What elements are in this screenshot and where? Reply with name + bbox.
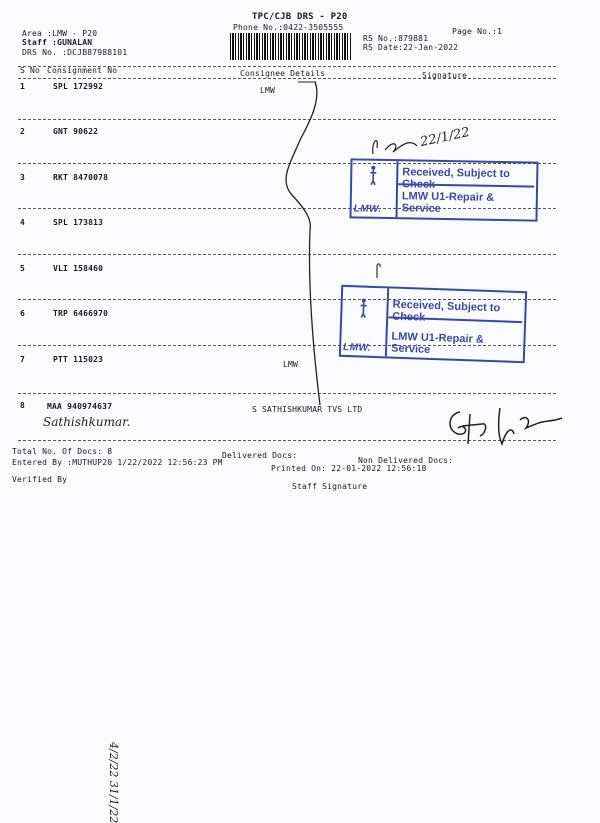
divider [18, 78, 556, 79]
barcode [230, 33, 352, 60]
entered-by: Entered By :MUTHUP20 1/22/2022 12:56:23 PM [12, 458, 223, 467]
handwritten-initials-mark [365, 128, 425, 160]
stamp-figure-icon [358, 297, 369, 319]
column-consignment: Consignment No [47, 66, 118, 75]
printed-on: Printed On: 22-01-2022 12:56:18 [271, 464, 427, 473]
total-docs: Total No. Of Docs: 8 [12, 447, 113, 456]
stamp-logo [352, 160, 399, 217]
row-consignment: SPL 172992 [53, 82, 104, 91]
row-sno: 8 [20, 401, 26, 410]
rs-number: RS No.:879881 [363, 34, 429, 43]
handwritten-date: 22/1/22 [418, 124, 472, 151]
column-consignee: Consignee Details [240, 69, 326, 78]
row-consignment: PTT 115023 [53, 355, 104, 364]
stamp-logo [341, 287, 389, 357]
handwritten-tick-mark [370, 262, 384, 280]
row-sno: 6 [20, 309, 26, 318]
row-sno: 2 [20, 127, 26, 136]
column-signature: Signature [422, 71, 468, 80]
row-consignee: LMW [283, 360, 299, 369]
non-delivered-docs: Non Delivered Docs: [358, 456, 454, 465]
received-stamp [349, 158, 538, 221]
handwritten-bracket-line [270, 80, 330, 415]
row-sno: 4 [20, 218, 26, 227]
column-sno: S No [20, 66, 41, 75]
row-sno: 3 [20, 173, 26, 182]
row-consignee: S SATHISHKUMAR TVS LTD [252, 405, 363, 414]
stamp-line-department: LMW U1-Repair & Service [401, 190, 495, 215]
row-consignment: TRP 6466970 [53, 309, 109, 318]
handwritten-signature [440, 400, 570, 455]
stamp-logo-text: LMW. [353, 203, 382, 215]
handwritten-bottom-dates: 4/2/22 31/1/22 [107, 742, 120, 823]
staff-label: Staff :GUNALAN [22, 38, 93, 47]
row-consignment: MAA 940974637 [47, 402, 113, 411]
row-sno: 1 [20, 82, 26, 91]
handwritten-recipient-name: Sathishkumar. [43, 415, 131, 429]
staff-signature-label: Staff Signature [292, 482, 368, 491]
row-consignment: GNT 90622 [53, 127, 99, 136]
row-sno: 7 [20, 355, 26, 364]
row-consignment: RKT 8470078 [53, 173, 109, 182]
stamp-logo-text: LMW. [342, 341, 372, 354]
stamp-figure-icon [368, 165, 378, 187]
row-consignee: LMW [260, 86, 276, 95]
row-consignment: SPL 173813 [53, 218, 104, 227]
delivered-docs: Delivered Docs: [222, 451, 298, 460]
drs-number: DRS No. :DCJB87988101 [22, 48, 128, 57]
stamp-line-received: Received, Subject to Check [388, 288, 523, 323]
row-sno: 5 [20, 264, 26, 273]
phone-number: Phone No.:0422-3505555 [233, 23, 344, 32]
stamp-line-department: LMW U1-Repair & Service [390, 330, 484, 356]
received-stamp [339, 285, 527, 363]
document-title: TPC/CJB DRS - P20 [252, 12, 348, 22]
verified-by: Verified By [12, 475, 68, 484]
area-label: Area :LMW - P20 [22, 29, 98, 38]
rs-date: RS Date:22-Jan-2022 [363, 43, 459, 52]
page-number: Page No.:1 [452, 27, 503, 36]
stamp-line-received: Received, Subject to Check [398, 161, 534, 187]
row-consignment: VLI 158460 [53, 264, 104, 273]
